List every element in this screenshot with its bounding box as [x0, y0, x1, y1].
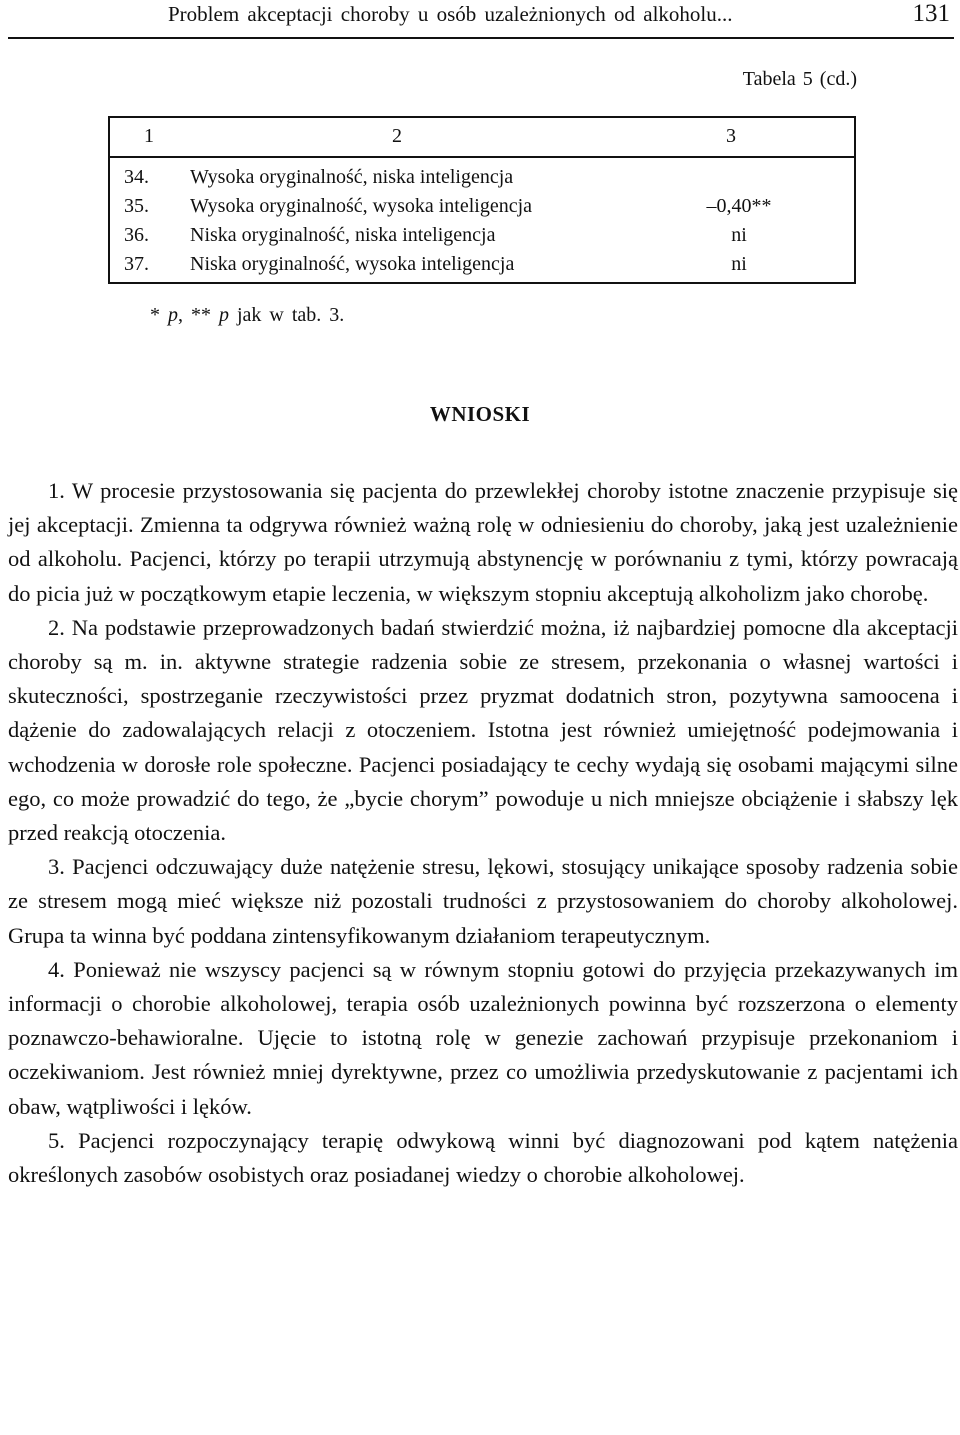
table-column-header: 2 — [392, 125, 402, 147]
row-value: ni — [731, 253, 747, 275]
conclusion-paragraph: 5. Pacjenci rozpoczynający terapię odwykową winni być diagnozowani pod kątem natężenia określonych zasobów osobistych oraz posiadanej wiedzy o chorobie alkoholowej. — [8, 1127, 958, 1188]
conclusion-paragraph: 3. Pacjenci odczuwający duże natężenie stresu, lękowi, stosujący unikające sposoby radzenia sobie ze stresem mogą mieć większe niż pozostali trudności z przystosowaniem do choroby alkoholowej. Grupa ta winna być poddana zintensyfikowanym działaniom terapeutycznym. — [8, 854, 958, 948]
conclusion-paragraph: 4. Ponieważ nie wszyscy pacjenci są w równym stopniu gotowi do przyjęcia przekazywanych im informacji o chorobie alkoholowej, terapia osób uzależnionych powinna być rozszerzona o elementy poznawczo-behawioralne. Ujęcie to istotną rolę w genezie zachowań przypisuje przekonaniom i oczekiwaniom. Jest również mniej dyrektywne, przez co umożliwia przedyskutowanie z pacjentami ich obaw, wątpliwości i lęków. — [8, 956, 958, 1119]
running-title: Problem akceptacji choroby u osób uzależnionych od alkoholu... — [168, 2, 733, 26]
table-column-header: 1 — [144, 125, 154, 147]
footnote-sep: , ** — [178, 304, 219, 326]
page-number: 131 — [912, 0, 950, 27]
conclusion-paragraph: 2. Na podstawie przeprowadzonych badań stwierdzić można, iż najbardziej pomocne dla akceptacji choroby są m. in. aktywne strategie radzenia sobie ze stresem, przekonania o własnej wartości i skuteczności, spostrzeganie rzeczywistości przez pryzmat dodatnich stron, pozytywna samoocena i dążenie do zadowalających relacji z otoczeniem. Istotna jest również umiejętność podejmowania i wchodzenia w dorosłe role społeczne. Pacjenci posiadający te cechy wydają się osobami mającymi silne ego, co może prowadzić do tego, że „bycie chorym” powoduje u nich mniejsze obciążenie i słabszy lęk przed reakcją otoczenia. — [8, 614, 958, 846]
conclusion-paragraph: 1. W procesie przystosowania się pacjenta do przewlekłej choroby istotne znaczenie przypisuje się jej akceptacji. Zmienna ta odgrywa również ważną rolę w odniesieniu do choroby, jaką jest uzależnienie od alkoholu. Pacjenci, którzy po terapii utrzymują abstynencję w porównaniu z tymi, którzy powracają do picia już w początkowym etapie leczenia, w większym stopniu akceptują alkoholizm jako chorobę. — [8, 478, 958, 606]
conclusions-body — [8, 474, 958, 1192]
table-caption: Tabela 5 (cd.) — [742, 68, 857, 90]
row-number: 34. — [124, 166, 149, 188]
header-rule — [8, 37, 954, 39]
row-value: ni — [731, 224, 747, 246]
data-table — [108, 116, 856, 284]
row-description: Wysoka oryginalność, wysoka inteligencja — [190, 195, 533, 217]
table-row — [110, 166, 854, 195]
row-number: 35. — [124, 195, 149, 217]
page-header — [0, 0, 960, 40]
footnote-rest: jak w tab. 3. — [229, 304, 345, 326]
row-number: 36. — [124, 224, 149, 246]
footnote-star: * — [150, 304, 168, 326]
row-value: –0,40** — [706, 195, 772, 217]
row-description: Wysoka oryginalność, niska inteligencja — [190, 166, 514, 188]
row-description: Niska oryginalność, niska inteligencja — [190, 224, 496, 246]
footnote-p: p — [219, 304, 229, 326]
table-footnote — [150, 304, 344, 327]
table-row — [110, 195, 854, 224]
table-row — [110, 224, 854, 253]
table-column-header: 3 — [726, 125, 736, 147]
table-header-row — [110, 118, 854, 158]
section-heading: WNIOSKI — [429, 402, 531, 426]
row-description: Niska oryginalność, wysoka inteligencja — [190, 253, 515, 275]
footnote-p: p — [168, 304, 178, 326]
table-row — [110, 253, 854, 282]
row-number: 37. — [124, 253, 149, 275]
